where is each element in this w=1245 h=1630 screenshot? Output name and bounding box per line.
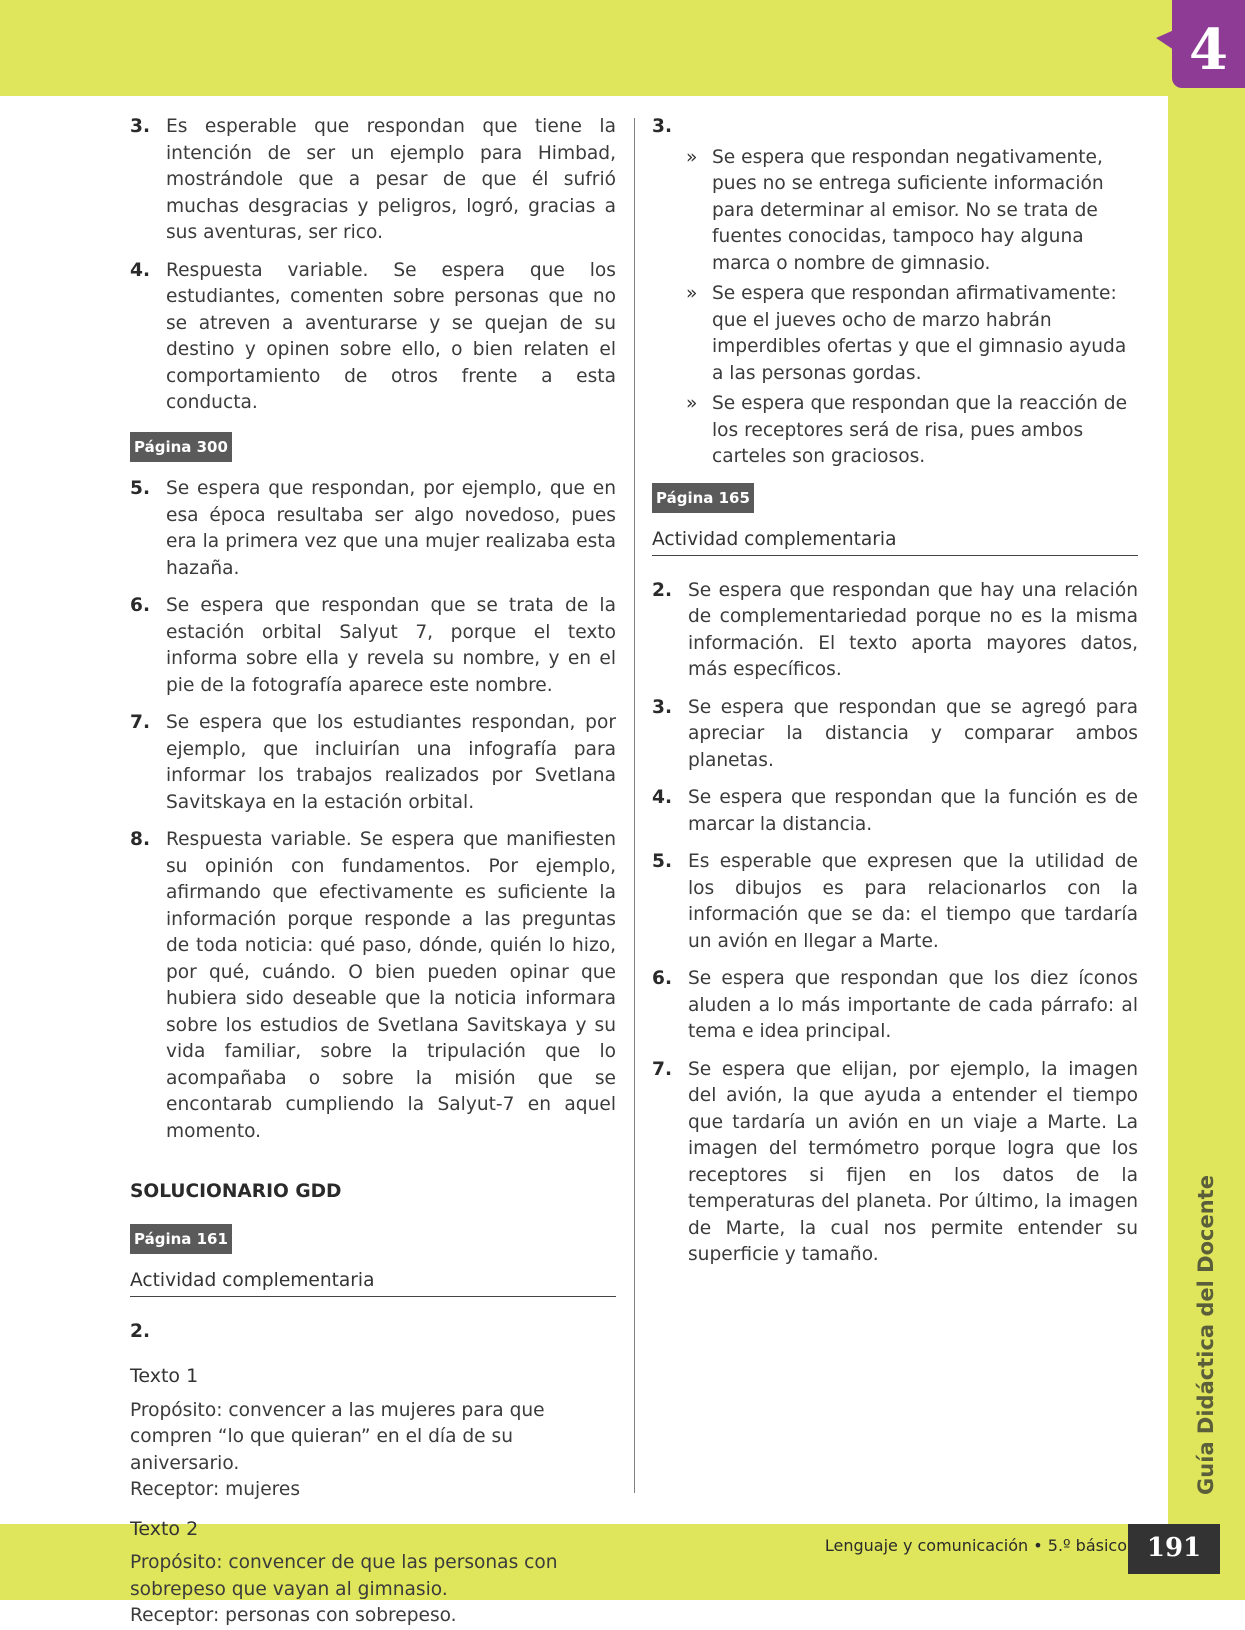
texto2-receptor: Receptor: personas con sobrepeso. [130,1605,457,1626]
bullet-item [652,391,1138,471]
item-number: 3. [130,116,151,137]
item-number: 7. [652,1058,673,1080]
item-number: 3. [652,696,673,718]
bullet-text: Se espera que respondan negativamente, pues no se entrega suficiente información para determinar al emisor. No se trata de fuentes conocidas, tampoco hay alguna marca o nombre de gimnasio. [712,146,1104,274]
answer-item [652,1057,1138,1269]
answer-item [130,827,616,1145]
footer-subject: Lenguaje y comunicación • 5.º básico [824,1536,1127,1555]
page-tag-300: Página 300 [130,432,232,463]
page-tag-161: Página 161 [130,1224,232,1255]
unit-number-tab: 4 [1172,0,1245,88]
item-number: 2. [130,1320,151,1342]
answer-item [652,695,1138,775]
item-number: 4. [652,787,673,808]
bullet-text: Se espera que respondan que la reacción de los receptores será de risa, pues ambos carteles son graciosos. [712,393,1128,467]
item-number: 3. [652,116,673,137]
item-text: Es esperable que expresen que la utilidad de los dibujos es para relacionarlos con la información que se da: el tiempo que tardaría un avión en llegar a Marte. [688,851,1138,952]
top-band [0,0,1245,96]
answer-item [130,258,616,417]
item-text: Es esperable que respondan que tiene la intención de ser un ejemplo para Himbad, mostrándole que a pesar de que él sufrió muchas desgracias y peligros, logró, gracias a sus aventuras, ser rico. [166,116,616,243]
column-divider [634,118,635,1493]
answer-item [652,849,1138,955]
item-number: 2. [652,579,673,601]
item-text: Se espera que respondan que se agregó para apreciar la distancia y comparar ambos planetas. [688,696,1138,771]
bullet-mark: » [686,393,698,414]
texto1-title: Texto 1 [130,1365,199,1387]
answer-item [652,966,1138,1046]
item-text: Se espera que respondan, por ejemplo, que en esa época resultaba ser algo novedoso, pues era la primera vez que una mujer realizaba esta hazaña. [166,478,616,579]
texto2-proposito: Propósito: convencer de que las personas con sobrepeso que vayan al gimnasio. [130,1552,558,1600]
item-text: Respuesta variable. Se espera que manifiesten su opinión con fundamentos. Por ejemplo, afirmando que efectivamente es suficiente la información porque responde a las preguntas de toda noticia: qué paso, dónde, quién lo hizo, por qué, cuándo. O bien pueden opinar que hubiera sido deseable que la noticia informara sobre los estudios de Svetlana Savitskaya y su vida familiar, sobre la tripulación que lo acompañaba o sobre la misión que se encontarab cumpliendo la Salyut-7 en aquel momento. [166,829,616,1142]
answer-item [652,785,1138,838]
texto1-receptor: Receptor: mujeres [130,1479,301,1500]
bullet-item [652,145,1138,278]
item-number: 5. [130,478,151,499]
page-tag-165: Página 165 [652,483,754,514]
item-text: Se espera que respondan que los diez íconos aluden a lo más importante de cada párrafo: al tema e idea principal. [688,968,1138,1042]
texto2-title: Texto 2 [130,1517,199,1540]
bullet-mark: » [686,146,698,168]
activity-heading: Actividad complementaria [130,1268,616,1297]
bullet-mark: » [686,283,698,304]
page-number: 191 [1128,1524,1220,1574]
guide-title: Guía Didáctica del Docente [1194,1175,1218,1495]
bullet-item [652,281,1138,387]
item-number: 5. [652,851,673,872]
item-text: Se espera que los estudiantes respondan, por ejemplo, que incluirían una infografía para informar los trabajos realizados por Svetlana Savitskaya en la estación orbital. [166,712,616,813]
item-number: 8. [130,829,151,850]
texto1-proposito: Propósito: convencer a las mujeres para que compren “lo que quieran” en el día de su aniversario. [130,1399,545,1474]
item-number: 6. [130,595,151,616]
bullet-text: Se espera que respondan afirmativamente: que el jueves ocho de marzo habrán imperdibles ofertas y que el gimnasio ayuda a las personas gordas. [712,283,1127,384]
left-column [130,114,616,1630]
item-text: Respuesta variable. Se espera que los estudiantes, comenten sobre personas que no se atreven a aventurarse y se quejan de su destino y opinen sobre ello, o bien relaten el comportamiento de otros frente a esta conducta. [166,259,616,413]
item-text: Se espera que respondan que se trata de la estación orbital Salyut 7, porque el texto informa sobre ella y revela su nombre, y en el pie de la fotografía aparece este nombre. [166,595,616,696]
item-text: Se espera que respondan que hay una relación de complementariedad porque no es la misma información. El texto aporta mayores datos, más específicos. [688,579,1138,680]
answer-item [130,710,616,816]
item-number: 4. [130,259,151,281]
activity-heading: Actividad complementaria [652,527,1138,556]
item-number: 6. [652,968,673,989]
answer-item [130,476,616,582]
solucionario-heading: SOLUCIONARIO GDD [130,1181,342,1202]
right-column [652,114,1138,1280]
item-text: Se espera que respondan que la función es de marcar la distancia. [688,787,1138,835]
answer-item [652,578,1138,684]
item-number: 7. [130,712,151,733]
item-text: Se espera que elijan, por ejemplo, la imagen del avión, la que ayuda a entender el tiempo que tardaría un avión en un viaje a Marte. La imagen del termómetro porque logra que los receptores si fijen en los datos de la temperaturas del planeta. Por último, la imagen de Marte, la cual nos permite entender su superficie y tamaño. [688,1058,1138,1265]
answer-item [130,593,616,699]
answer-item [130,114,616,247]
